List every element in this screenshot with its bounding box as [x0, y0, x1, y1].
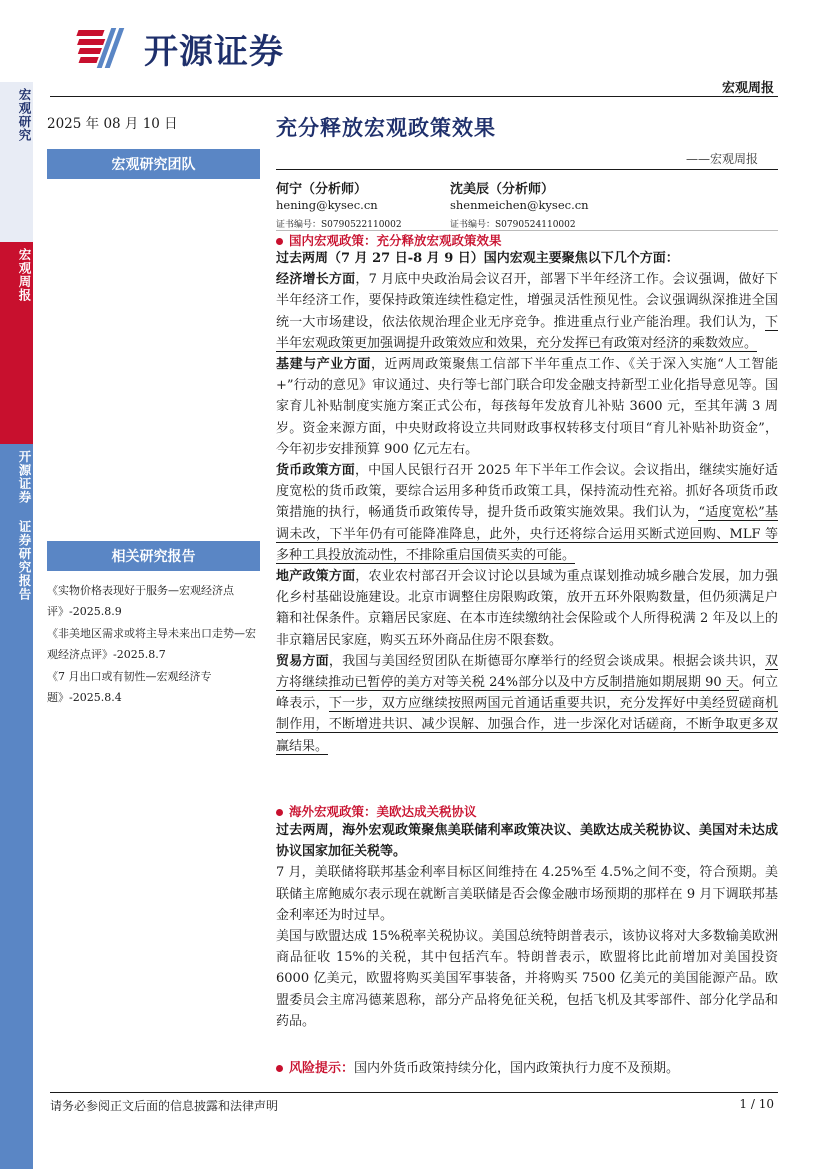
- side-band-top: 宏观研究: [0, 82, 33, 242]
- logo-text: 开源证券: [144, 32, 284, 72]
- related-reports-heading: 相关研究报告: [47, 541, 260, 571]
- page-subtitle: ——宏观周报: [685, 152, 758, 166]
- analyst-email[interactable]: shenmeichen@kysec.cn: [450, 198, 589, 212]
- bullet-icon: [276, 238, 283, 245]
- team-heading: 宏观研究团队: [47, 149, 260, 179]
- title-divider: [276, 169, 778, 170]
- overseas-body: 过去两周，海外宏观政策聚焦美联储利率政策决议、美欧达成关税协议、美国对未达成协议国家加征关税等。 7 月，美联储将联邦基金利率目标区间维持在 4.25%至 4.5%之间不变，符合预期。美联储主席鲍威尔表示现在就断言美联储是否会像金融市场预期的那样在 9 月下调联邦基金利率还为时过早。 美国与欧盟达成 15%税率关税协议。美国总统特朗普表示，该协议将对大多数输美欧洲商品征收 15%的关税，其中包括汽车。特朗普表示，欧盟将比此前增加对美国投资 6000 亿美元，欧盟将购买美国军事装备，并将购买 7500 亿美元的美国能源产品。欧盟委员会主席冯德莱恩称，部分产品将免征关税，包括飞机及其零部件、部分化学品和药品。: [276, 823, 778, 1029]
- section-heading-overseas: 海外宏观政策：美欧达成关税协议: [276, 802, 477, 820]
- related-report-link[interactable]: 《7 月出口或有韧性—宏观经济专题》-2025.8.4: [47, 670, 212, 704]
- header-divider: [50, 96, 778, 97]
- page-title: 充分释放宏观政策效果: [276, 115, 496, 140]
- analyst-email[interactable]: hening@kysec.cn: [276, 198, 378, 212]
- section-heading-domestic: 国内宏观政策：充分释放宏观政策效果: [276, 231, 502, 249]
- related-report-link[interactable]: 《实物价格表现好于服务—宏观经济点评》-2025.8.9: [47, 584, 234, 618]
- analyst-name: 何宁（分析师）: [276, 182, 368, 197]
- analyst-name: 沈美辰（分析师）: [450, 182, 555, 197]
- report-type-label: 宏观周报: [721, 81, 774, 96]
- domestic-body: 过去两周（7 月 27 日-8 月 9 日）国内宏观主要聚焦以下几个方面： 经济增长方面，7 月底中央政治局会议召开，部署下半年经济工作。会议强调，做好下半年经济工作，要保持政策连续性稳定性，增强灵活性预见性。会议强调纵深推进全国统一大市场建设，依法依规治理企业无序竞争。推进重点行业产能治理。我们认为，下半年宏观政策更加强调提升政策效应和效果，充分发挥已有政策对经济的乘数效应。 基建与产业方面，近两周政策聚焦工信部下半年重点工作、《关于深入实施“人工智能+”行动的意见》审议通过、央行等七部门联合印发金融支持新型工业化指导意见等。国家育儿补贴制度实施方案正式公布，每孩每年发放育儿补贴 3600 元，至其年满 3 周岁。资金来源方面，中央财政将设立共同财政事权转移支付项目“育儿补贴补助资金”，今年初步安排预算 900 亿元左右。 货币政策方面，中国人民银行召开 2025 年下半年工作会议。会议指出，继续实施好适度宽松的货币政策，要综合运用多种货币政策工具，保持流动性充裕。抓好各项货币政策措施的执行，畅通货币政策传导，提升货币政策实施效果。我们认为，“适度宽松”基调未改，下半年仍有可能降准降息，此外，央行还将综合运用买断式逆回购、MLF 等多种工具投放流动性，不排除重启国债买卖的可能。 地产政策方面，农业农村部召开会议讨论以县域为重点谋划推动城乡融合发展，加力强化乡村基础设施建设。北京市调整住房限购政策，放开五环外限购数量，但仍须满足户籍和社保条件。京籍居民家庭、在本市连续缴纳社会保险或个人所得税满 2 年及以上的非京籍居民家庭，购买五环外商品住房不限套数。 贸易方面，我国与美国经贸团队在斯德哥尔摩举行的经贸会谈成果。根据会谈共识，双方将继续推动已暂停的美方对等关税 24%部分以及中方反制措施如期展期 90 天。何立峰表示，下一步，双方应继续按照两国元首通话重要共识，充分发挥好中美经贸磋商机制作用，不断增进共识、减少误解、加强合作，进一步深化对话磋商，不断争取更多双赢结果。: [276, 251, 778, 754]
- side-band-bottom: 开源证券 证券研究报告: [0, 444, 33, 1169]
- risk-warning: 风险提示：国内外货币政策持续分化，国内政策执行力度不及预期。: [276, 1058, 778, 1079]
- related-report-link[interactable]: 《非美地区需求或将主导未来出口走势—宏观经济点评》-2025.8.7: [47, 627, 256, 661]
- bullet-icon: [276, 809, 283, 816]
- analyst-cert: 证书编号：S0790524110002: [450, 220, 576, 230]
- side-band-mid: 宏观周报: [0, 242, 33, 444]
- footer-disclaimer: 请务必参阅正文后面的信息披露和法律声明: [50, 1099, 279, 1113]
- analyst-cert: 证书编号：S0790522110002: [276, 220, 402, 230]
- logo-mark-icon: [76, 26, 136, 72]
- bullet-icon: [276, 1065, 283, 1072]
- report-date: 2025 年 08 月 10 日: [47, 116, 178, 132]
- page-number: 1 / 10: [739, 1097, 774, 1111]
- company-logo: [76, 24, 284, 73]
- footer-divider: [50, 1092, 778, 1093]
